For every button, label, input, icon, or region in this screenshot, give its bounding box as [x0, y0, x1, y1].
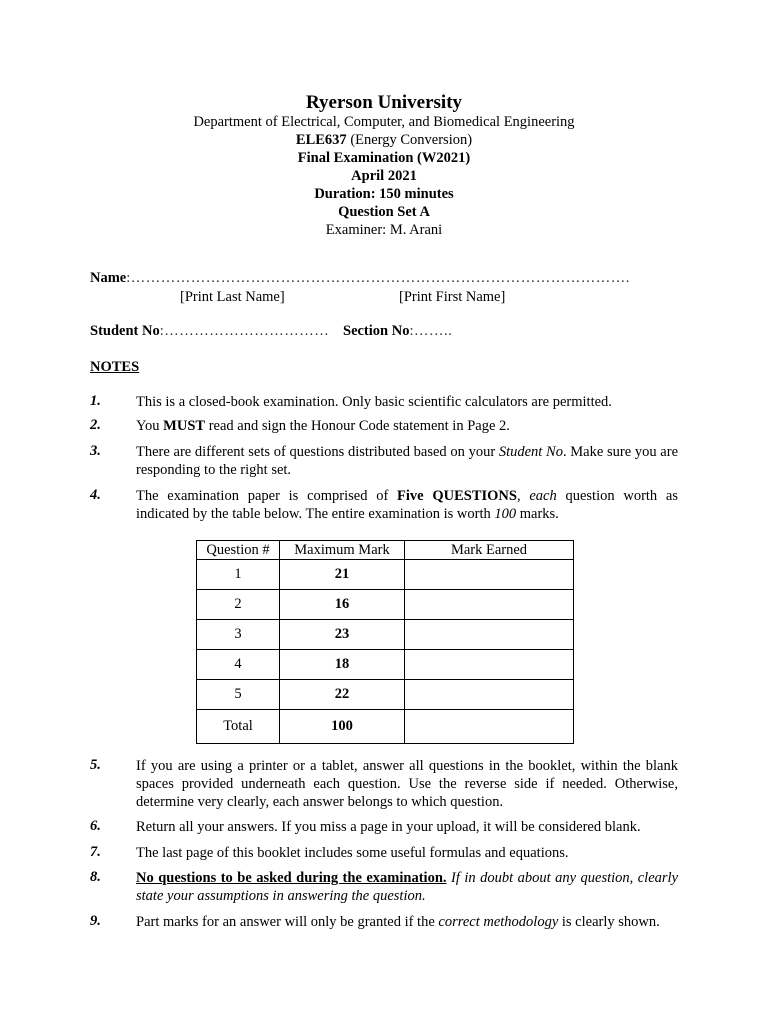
- exam-date: April 2021: [351, 168, 417, 184]
- name-dots: :……………………………………………………………………………………….: [126, 270, 630, 286]
- course-line: [0, 132, 768, 149]
- note-4: The examination paper is comprised of Five QUESTIONS, each question worth as indicated by the table below. The entire examination is worth 100 marks.: [136, 488, 678, 522]
- max-mark-cell: 18: [280, 650, 405, 680]
- exam-duration: Duration: 150 minutes: [314, 186, 454, 202]
- mark-earned-cell[interactable]: [405, 650, 574, 680]
- question-cell: 5: [197, 680, 280, 710]
- total-label-cell: Total: [197, 710, 280, 744]
- table-row: [197, 620, 574, 650]
- note-5: If you are using a printer or a tablet, answer all questions in the booklet, within the blank spaces provided underneath each question. Use the reverse side if needed. Otherwise, determine very clearly, each answer belongs to which question.: [136, 758, 678, 810]
- note-number: 4.: [90, 487, 101, 503]
- student-no-field[interactable]: [90, 323, 329, 340]
- student-no-label: Student No: [90, 323, 160, 339]
- last-name-hint: [Print Last Name]: [180, 289, 285, 305]
- mark-earned-cell[interactable]: [405, 680, 574, 710]
- table-row: [197, 680, 574, 710]
- question-cell: 3: [197, 620, 280, 650]
- mark-earned-cell[interactable]: [405, 590, 574, 620]
- max-mark-cell: 16: [280, 590, 405, 620]
- name-field[interactable]: [90, 270, 630, 287]
- table-header: Question #: [197, 541, 280, 560]
- mark-earned-cell[interactable]: [405, 620, 574, 650]
- first-name-hint: [Print First Name]: [399, 289, 506, 305]
- table-row: [197, 590, 574, 620]
- question-cell: 2: [197, 590, 280, 620]
- note-9: Part marks for an answer will only be granted if the correct methodology is clearly shown.: [136, 914, 660, 930]
- note-number: 3.: [90, 443, 101, 459]
- section-no-field[interactable]: [343, 323, 452, 340]
- note-3: There are different sets of questions distributed based on your Student No. Make sure you are responding to the right set.: [136, 444, 678, 478]
- note-2: You MUST read and sign the Honour Code statement in Page 2.: [136, 418, 510, 434]
- marks-table: [196, 540, 574, 744]
- max-mark-cell: 21: [280, 560, 405, 590]
- note-number: 1.: [90, 393, 101, 409]
- student-no-dots: :……………………………: [159, 323, 330, 339]
- table-row: [197, 650, 574, 680]
- note-8: No questions to be asked during the examination. If in doubt about any question, clearly state your assumptions in answering the question.: [136, 870, 678, 904]
- table-total-row: [197, 710, 574, 744]
- question-cell: 1: [197, 560, 280, 590]
- max-mark-cell: 22: [280, 680, 405, 710]
- university-title: Ryerson University: [305, 92, 463, 113]
- table-header: Maximum Mark: [280, 541, 405, 560]
- course-code: ELE637: [295, 132, 347, 148]
- note-number: 5.: [90, 757, 101, 773]
- table-header-row: [197, 541, 574, 560]
- total-earned-cell[interactable]: [405, 710, 574, 744]
- department-line: Department of Electrical, Computer, and Biomedical Engineering: [193, 114, 575, 130]
- note-number: 2.: [90, 417, 101, 433]
- total-max-cell: 100: [280, 710, 405, 744]
- note-number: 6.: [90, 818, 101, 834]
- table-header: Mark Earned: [405, 541, 574, 560]
- table-row: [197, 560, 574, 590]
- note-number: 9.: [90, 913, 101, 929]
- course-name: (Energy Conversion): [346, 132, 473, 148]
- max-mark-cell: 23: [280, 620, 405, 650]
- note-number: 8.: [90, 869, 101, 885]
- name-label: Name: [90, 270, 127, 286]
- note-6: Return all your answers. If you miss a page in your upload, it will be considered blank.: [136, 819, 641, 835]
- note-1: This is a closed-book examination. Only basic scientific calculators are permitted.: [136, 394, 612, 410]
- question-cell: 4: [197, 650, 280, 680]
- section-no-label: Section No: [343, 323, 410, 339]
- note-number: 7.: [90, 844, 101, 860]
- question-set: Question Set A: [338, 204, 430, 220]
- note-7: The last page of this booklet includes some useful formulas and equations.: [136, 845, 569, 861]
- examiner: Examiner: M. Arani: [325, 222, 443, 238]
- mark-earned-cell[interactable]: [405, 560, 574, 590]
- notes-heading: NOTES: [90, 359, 140, 375]
- exam-title: Final Examination (W2021): [297, 150, 471, 166]
- section-no-dots: :……..: [409, 323, 453, 339]
